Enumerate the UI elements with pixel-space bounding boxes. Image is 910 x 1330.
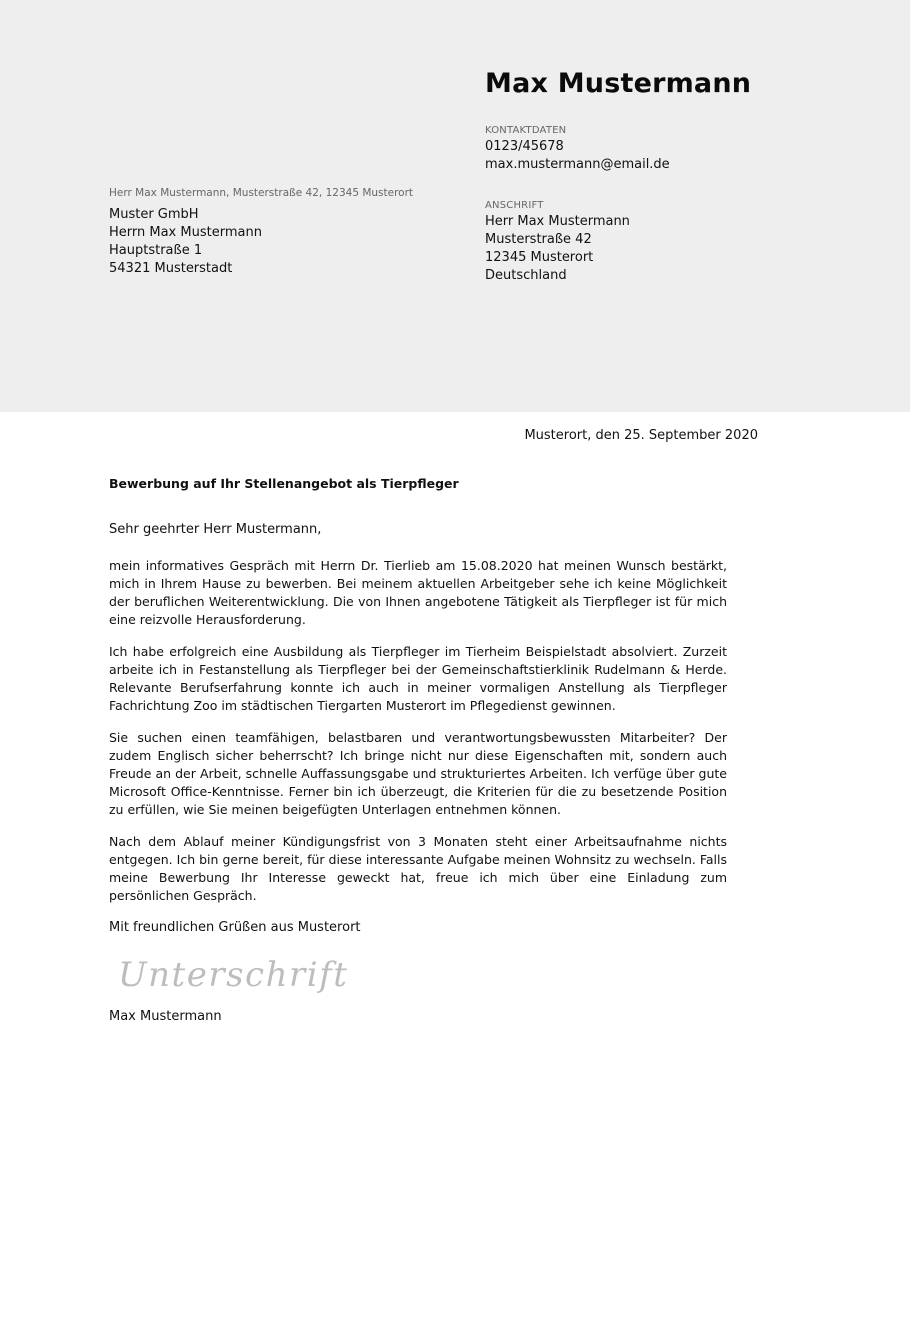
sender-address-line: Herr Max Mustermann xyxy=(485,214,630,229)
body-paragraph: Nach dem Ablauf meiner Kündigungsfrist von 3 Monaten steht einer Arbeitsaufnahme nichts entgegen. Ich bin gerne bereit, für diese interessante Aufgabe meinen Wohnsitz zu wechseln. Falls meine Bewerbung Ihr Interesse geweckt hat, freue ich mich über eine Einladung zum persönlichen Gespräch. xyxy=(109,834,727,903)
sender-phone: 0123/45678 xyxy=(485,139,564,154)
signer-name: Max Mustermann xyxy=(109,1009,222,1024)
body-paragraph: Ich habe erfolgreich eine Ausbildung als Tierpfleger im Tierheim Beispielstadt absolviert. Zurzeit arbeite ich in Festanstellung als Tierpfleger bei der Gemeinschaftstierklinik Rudelmann & Herde. Relevante Berufserfahrung konnte ich auch in meiner vormaligen Anstellung als Tierpfleger Fachrichtung Zoo im städtischen Tiergarten Musterort im Pflegedienst gewinnen. xyxy=(109,644,727,713)
recipient-line: Muster GmbH xyxy=(109,207,199,222)
date-line: Musterort, den 25. September 2020 xyxy=(524,428,758,443)
sender-address-line: Deutschland xyxy=(485,268,567,283)
subject-line: Bewerbung auf Ihr Stellenangebot als Tierpfleger xyxy=(109,476,459,491)
closing-line: Mit freundlichen Grüßen aus Musterort xyxy=(109,920,361,935)
contact-details xyxy=(485,138,670,174)
recipient-line: Hauptstraße 1 xyxy=(109,243,203,258)
return-address-line: Herr Max Mustermann, Musterstraße 42, 12345 Musterort xyxy=(109,187,414,199)
body-paragraph: mein informatives Gespräch mit Herrn Dr. Tierlieb am 15.08.2020 hat meinen Wunsch bestärkt, mich in Ihrem Hause zu bewerben. Bei meinem aktuellen Arbeitgeber sehe ich keine Möglichkeit der beruflichen Weiterentwicklung. Die von Ihnen angebotene Tätigkeit als Tierpfleger ist für mich eine reizvolle Herausforderung. xyxy=(109,558,727,627)
letter-body xyxy=(109,557,727,919)
signature-image: Unterschrift xyxy=(118,955,349,995)
sender-address-line: 12345 Musterort xyxy=(485,250,594,265)
sender-address xyxy=(485,213,630,285)
recipient-line: Herrn Max Mustermann xyxy=(109,225,262,240)
sender-name: Max Mustermann xyxy=(485,68,752,99)
salutation: Sehr geehrter Herr Mustermann, xyxy=(109,522,322,537)
recipient-address xyxy=(109,206,262,278)
recipient-line: 54321 Musterstadt xyxy=(109,261,233,276)
body-paragraph: Sie suchen einen teamfähigen, belastbaren und verantwortungsbewussten Mitarbeiter? Der zudem Englisch sicher beherrscht? Ich bringe nicht nur diese Eigenschaften mit, sondern auch Freude an der Arbeit, schnelle Auffassungsgabe und strukturiertes Arbeiten. Ich verfüge über gute Microsoft Office-Kenntnisse. Ferner bin ich überzeugt, die Kriterien für die zu besetzende Position zu erfüllen, wie Sie meinen beigefügten Unterlagen entnehmen können. xyxy=(109,730,727,817)
contact-section-label: KONTAKTDATEN xyxy=(485,125,567,136)
sender-email: max.mustermann@email.de xyxy=(485,157,670,172)
sender-address-line: Musterstraße 42 xyxy=(485,232,592,247)
address-section-label: ANSCHRIFT xyxy=(485,200,544,211)
